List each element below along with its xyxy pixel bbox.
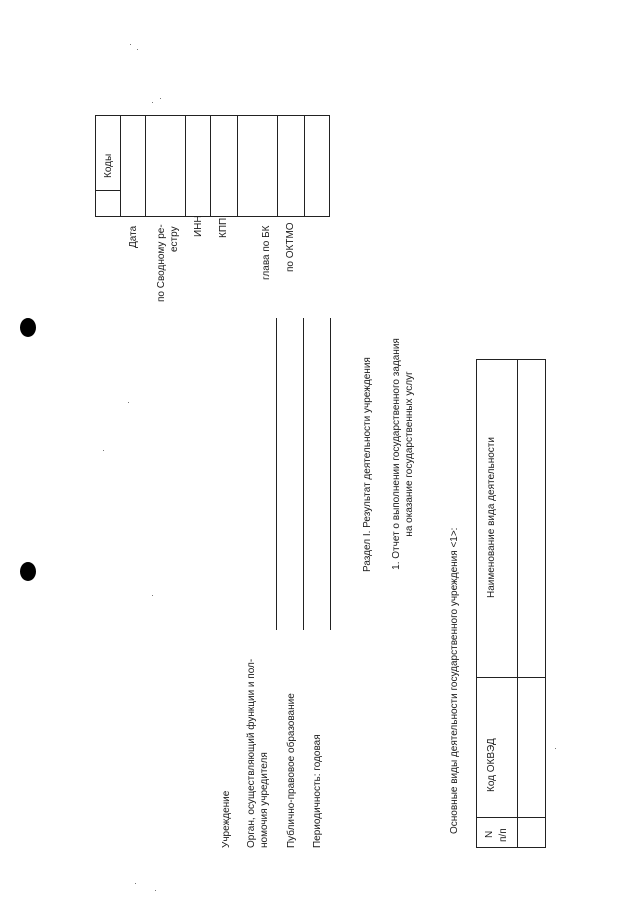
field-founder-underline [276,318,277,630]
column-header-okved: Код ОКВЭД [486,738,497,792]
field-public-entity-label: Публично-правовое образование [286,693,297,848]
codes-col-divider [120,115,121,217]
code-label-inn: ИНН [193,215,204,237]
column-header-number-2: п/п [498,828,509,842]
activities-title: Основные виды деятельности государственного учреждения <1>: [449,527,460,834]
codes-col-divider [145,115,146,217]
field-institution-label: Учреждение [221,790,232,848]
field-periodicity-label: Периодичность: годовая [312,734,323,848]
punch-hole-top [20,318,36,337]
scan-speck [155,890,156,891]
punch-hole-bottom [20,562,36,581]
codes-col-divider [304,115,305,217]
codes-col-divider [237,115,238,217]
codes-header-divider [95,190,120,191]
column-header-number-1: N [484,830,495,838]
activities-col-divider [476,677,546,678]
column-header-activity-name: Наименование вида деятельности [486,437,497,598]
codes-box [95,115,330,217]
field-public-entity-underline [303,318,304,630]
scan-speck [555,748,556,749]
section-subtitle-line2: на оказание государственных услуг [404,371,415,537]
activities-header-divider [517,359,518,848]
scan-speck [152,595,153,596]
scan-speck [128,402,129,403]
code-label-registry-2: естру [169,226,180,252]
scan-speck [103,450,104,451]
code-label-kpp: КПП [218,217,229,238]
codes-header: Коды [103,153,114,178]
code-label-budget-chapter: глава по БК [261,225,272,280]
field-founder-label-line1: Орган, осуществляющий функции и пол- [246,658,257,848]
code-label-date: Дата [128,225,139,248]
field-founder-label-line2: номочия учредителя [259,752,270,848]
code-label-registry-1: по Сводному ре- [156,224,167,302]
section-title: Раздел I. Результат деятельности учреждения [362,357,373,572]
activities-col-divider [476,817,546,818]
scan-speck [137,49,138,50]
codes-col-divider [277,115,278,217]
scan-speck [160,98,161,99]
codes-col-divider [185,115,186,217]
scan-speck [130,44,131,45]
scan-speck [152,102,153,103]
section-subtitle-line1: 1. Отчет о выполнении государственного задания [391,338,402,570]
field-periodicity-underline [330,318,331,630]
codes-col-divider [210,115,211,217]
code-label-oktmo: по ОКТМО [285,222,296,272]
scan-speck [135,883,136,884]
